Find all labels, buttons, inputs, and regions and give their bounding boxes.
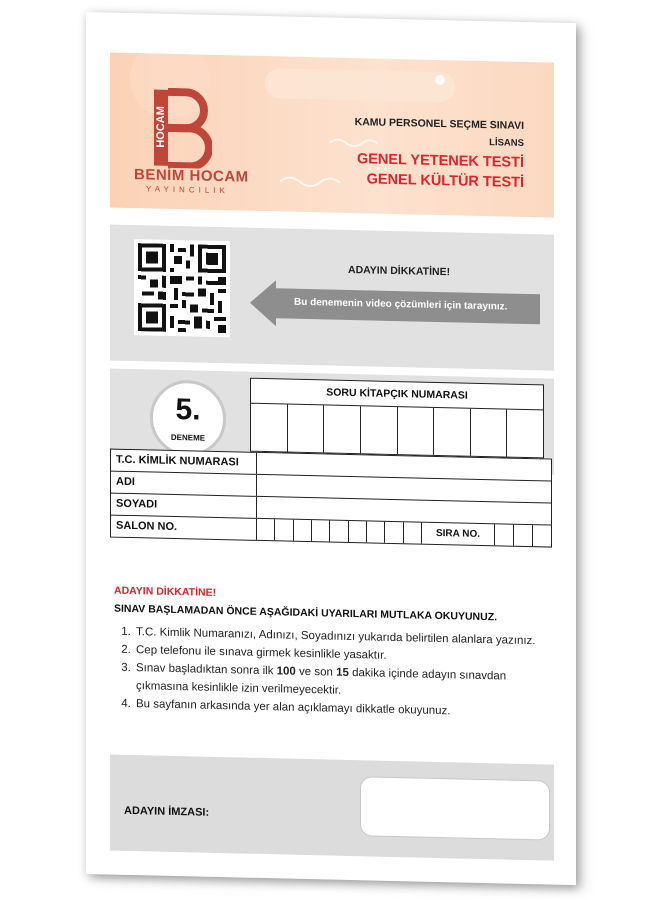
sira-label: SIRA NO. [422, 523, 495, 546]
test-title-2: GENEL KÜLTÜR TESTİ [366, 171, 524, 191]
warnings-heading: ADAYIN DİKKATİNE! [114, 584, 217, 599]
exam-level: LİSANS [489, 137, 524, 149]
kitapcik-box [250, 378, 544, 459]
salon-field[interactable] [257, 519, 422, 544]
kitapcik-cell[interactable] [288, 405, 325, 453]
exam-name: KAMU PERSONEL SEÇME SINAVI [354, 116, 524, 132]
warnings-section [114, 585, 544, 723]
warning-item-2: 2. Cep telefonu ile sınava girmek kesinlikle yasaktır. [134, 641, 544, 668]
soyadi-label: SOYADI [111, 494, 257, 518]
warning-item-3: 3. Sınav başladıktan sonra ilk 100 ve son 15 dakika içinde adayın sınavdan çıkmasına kesinlikle izin verilmeyecektir. [134, 659, 544, 704]
kitapcik-cell[interactable] [398, 407, 435, 455]
tc-label: T.C. KİMLİK NUMARASI [111, 450, 257, 474]
kitapcik-cell[interactable] [471, 409, 508, 457]
qr-code[interactable] [134, 239, 230, 337]
qr-code-icon [138, 243, 226, 333]
salon-label: SALON NO. [111, 516, 257, 540]
deneme-badge [150, 379, 226, 457]
brand-subtitle: YAYINCILIK [146, 184, 229, 196]
brand-name: BENİM HOCAM [134, 166, 249, 186]
qr-notice-title: ADAYIN DİKKATİNE! [348, 263, 451, 279]
signature-panel [110, 755, 554, 861]
exam-sheet [86, 12, 576, 885]
sira-field[interactable] [495, 524, 551, 546]
warning-item-1: 1. T.C. Kimlik Numaranızı, Adınızı, Soyadınızı yukarıda belirtilen alanlara yazınız. [134, 623, 544, 650]
qr-panel [110, 225, 554, 371]
header-banner [110, 53, 554, 218]
warnings-list [114, 623, 544, 723]
kitapcik-title: SORU KİTAPÇIK NUMARASI [326, 386, 468, 402]
kitapcik-cell[interactable] [361, 406, 398, 454]
kitapcik-cell[interactable] [507, 410, 543, 458]
warning-item-4: 4. Bu sayfanın arkasında yer alan açıklamayı dikkatle okuyunuz. [134, 695, 544, 722]
kitapcik-cell[interactable] [324, 405, 361, 453]
svg-text:HOCAM: HOCAM [155, 106, 167, 148]
candidate-id-table [110, 449, 552, 548]
signature-label: ADAYIN İMZASI: [124, 804, 210, 819]
kitapcik-cell[interactable] [251, 404, 288, 452]
kitapcik-cells [251, 403, 543, 458]
test-title-1: GENEL YETENEK TESTİ [356, 151, 524, 171]
adi-label: ADI [111, 472, 257, 496]
warnings-subheading: SINAV BAŞLAMADAN ÖNCE AŞAĞIDAKİ UYARILARI MUTLAKA OKUYUNUZ. [114, 602, 498, 624]
kitapcik-cell[interactable] [434, 408, 471, 456]
signature-field[interactable] [360, 776, 550, 840]
brand-logo-icon [154, 88, 212, 169]
deneme-label: DENEME [170, 432, 206, 443]
deneme-number: 5. [175, 393, 201, 427]
exam-info [355, 116, 524, 191]
qr-instruction: Bu denemenin video çözümleri için tarayınız. [294, 296, 508, 313]
